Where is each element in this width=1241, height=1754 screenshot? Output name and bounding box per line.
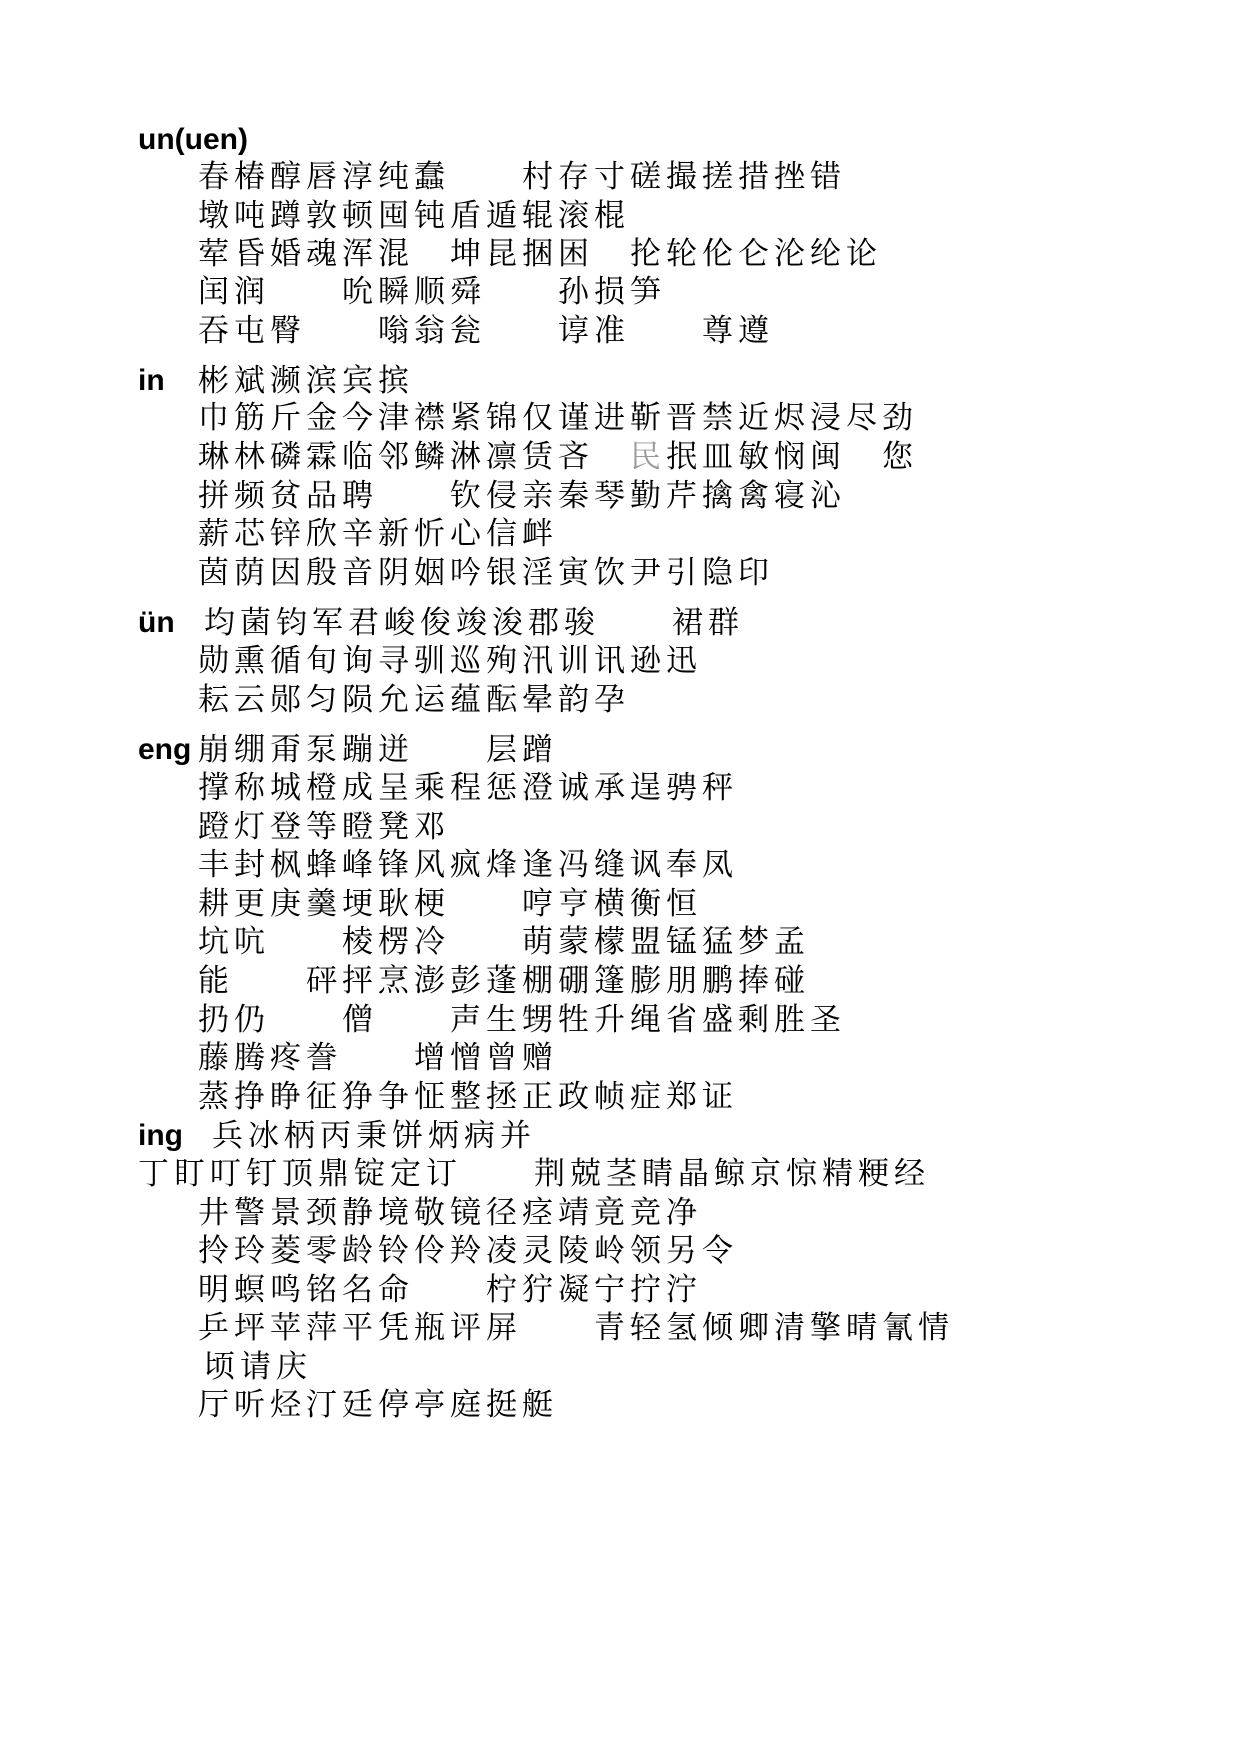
char-line: 兵冰柄丙秉饼炳病并 (212, 1118, 536, 1154)
char-line: 撑称城橙成呈乘程惩澄诚承逞骋秤 (198, 770, 738, 806)
char-line: 春椿醇唇淳纯蠢 村存寸磋撮搓措挫错 (198, 159, 846, 195)
char-line: 巾筋斤金今津襟紧锦仅谨进靳晋禁近烬浸尽劲 (198, 400, 918, 436)
section-heading-eng: eng (138, 733, 192, 766)
char-line: 乒坪苹萍平凭瓶评屏 青轻氢倾卿清擎晴氰情 (198, 1310, 954, 1346)
char-line: 蒸挣睁征狰争怔整拯正政帧症郑证 (198, 1079, 738, 1115)
char-line: 薪芯锌欣辛新忻心信衅 (198, 516, 558, 552)
char-line: 耕更庚羹埂耿梗 哼亨横衡恒 (198, 886, 702, 922)
char-line (198, 437, 918, 477)
char-line: 墩吨蹲敦顿囤钝盾遁辊滚棍 (198, 198, 630, 234)
char-line: 顷请庆 (204, 1349, 312, 1385)
char-run: 抿皿敏悯闽 您 (666, 439, 918, 475)
char-line: 明螟鸣铭名命 柠狞凝宁拧泞 (198, 1272, 702, 1308)
char-line: 丰封枫蜂峰锋风疯烽逢冯缝讽奉凤 (198, 847, 738, 883)
char-line: 拼频贫品聘 钦侵亲秦琴勤芹擒禽寝沁 (198, 478, 846, 514)
char-line: 崩绷甭泵蹦迸 层蹭 (198, 732, 558, 768)
char-line: 荤昏婚魂浑混 坤昆捆困 抡轮伦仑沦纶论 (198, 236, 882, 272)
section-heading-un: un(uen) (138, 123, 248, 156)
char-line: 茵荫因殷音阴姻吟银淫寅饮尹引隐印 (198, 555, 774, 591)
char-line: 能 砰抨烹澎彭蓬棚硼篷膨朋鹏捧碰 (198, 963, 810, 999)
char-line: 蹬灯登等瞪凳邓 (198, 809, 450, 845)
char-line: 拎玲菱零龄铃伶羚凌灵陵岭领另令 (198, 1233, 738, 1269)
char-line: 井警景颈静境敬镜径痉靖竟竞净 (198, 1195, 702, 1231)
faded-character: 民 (630, 439, 666, 475)
char-line: 彬斌濒滨宾摈 (198, 363, 414, 399)
section-heading-un-umlaut: ün (138, 606, 175, 639)
char-line: 耘云郧匀陨允运蕴酝晕韵孕 (198, 682, 630, 718)
char-line: 扔仍 僧 声生甥牲升绳省盛剩胜圣 (198, 1002, 846, 1038)
char-line: 坑吭 棱楞冷 萌蒙檬盟锰猛梦孟 (198, 924, 810, 960)
char-line: 吞屯臀 嗡翁瓮 谆准 尊遵 (198, 313, 774, 349)
char-line: 丁盯叮钉顶鼎锭定订 荆兢茎睛晶鲸京惊精粳经 (138, 1156, 930, 1192)
char-line: 厅听烃汀廷停亭庭挺艇 (198, 1387, 558, 1423)
char-line: 均菌钧军君峻俊竣浚郡骏 裙群 (204, 605, 744, 641)
char-line: 勋熏循旬询寻驯巡殉汛训讯逊迅 (198, 643, 702, 679)
section-heading-ing: ing (138, 1119, 183, 1152)
char-line: 闰润 吮瞬顺舜 孙损笋 (198, 274, 666, 310)
char-run: 琳林磷霖临邻鳞淋凛赁吝 (198, 439, 630, 475)
section-heading-in: in (138, 364, 165, 397)
char-line: 藤腾疼誊 增憎曾赠 (198, 1040, 558, 1076)
